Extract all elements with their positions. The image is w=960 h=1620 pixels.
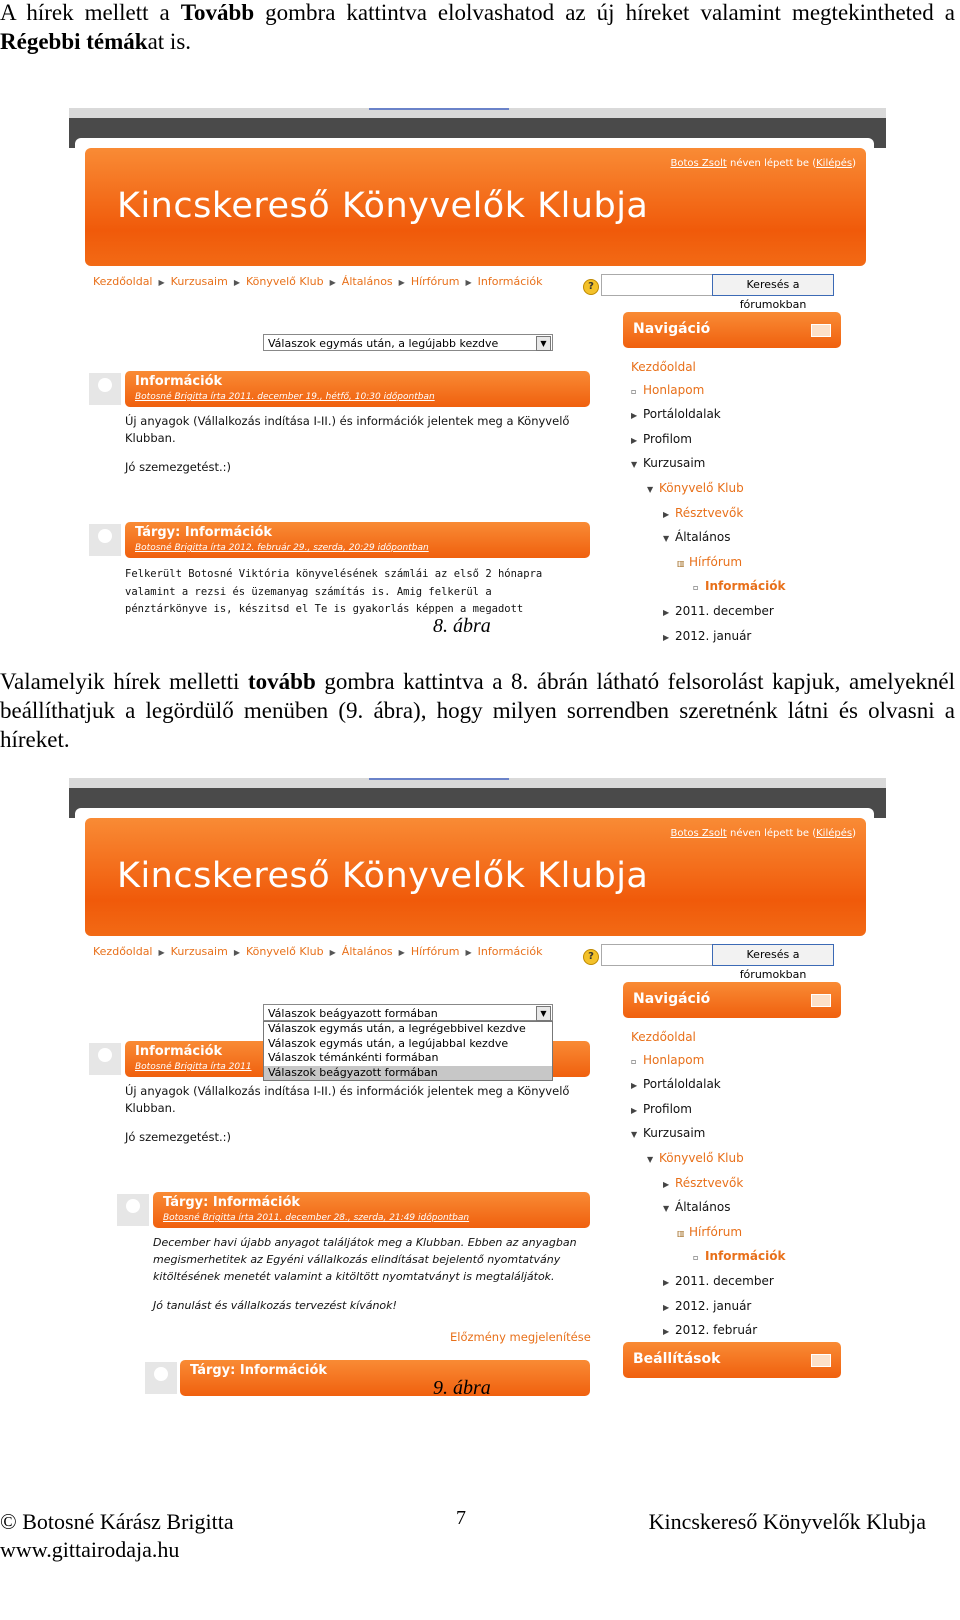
site-title: Kincskereső Könyvelők Klubja: [117, 186, 649, 226]
show-previous-link[interactable]: Előzmény megjelenítése: [450, 1330, 591, 1344]
breadcrumb-item[interactable]: Kurzusaim: [170, 275, 228, 288]
breadcrumb-item[interactable]: Általános: [341, 275, 393, 288]
page-frame: [75, 808, 874, 1408]
post-meta[interactable]: Botosné Brigitta írta 2011. december 19., hétfő, 10:30 időpontban: [135, 392, 435, 402]
login-info: Botos Zsolt néven lépett be (Kilépés): [670, 158, 856, 169]
breadcrumb-item[interactable]: Kezdőoldal: [93, 945, 153, 958]
post-body: Új anyagok (Vállalkozás indítása I-II.) és információk jelentek meg a Könyvelő Klubban. Jó szemezgetést.:): [125, 414, 570, 474]
nav-item[interactable]: ▥ Hírfórum: [631, 551, 785, 576]
nav-item[interactable]: ▶ Portáloldalak: [631, 407, 721, 422]
nav-item[interactable]: ▶ Résztvevők: [663, 1175, 744, 1190]
post-title: Információk: [135, 374, 223, 389]
help-icon[interactable]: ?: [583, 949, 599, 965]
breadcrumb-item[interactable]: Hírfórum: [410, 945, 460, 958]
intro-text-1: A hírek mellett a: [0, 0, 181, 25]
post-header: [125, 522, 590, 558]
block-toggle-icon[interactable]: [811, 324, 831, 337]
nav-item[interactable]: ▶ 2012. január: [663, 628, 752, 643]
post-body: December havi újabb anyagot találjátok meg a Klubban. Ebben az anyagban megismerhetitek az Egyéni vállalkozás elindításat bejelentő nyomtatvány kitöltésének menetét valamint a kitöltött nyomtatványt is megtaláljátok. Jó tanulást és vállalkozás tervezést kívánok!: [153, 1236, 577, 1312]
dropdown-option[interactable]: Válaszok egymás után, a legújabbal kezdve: [268, 1036, 509, 1050]
breadcrumb-item[interactable]: Kezdőoldal: [93, 275, 153, 288]
nav-item[interactable]: ▶ Résztvevők: [663, 505, 744, 520]
navigation-list: [631, 1026, 785, 1344]
chevron-down-icon[interactable]: ▼: [536, 1006, 551, 1021]
display-mode-select[interactable]: Válaszok beágyazott formában ▼: [263, 1004, 553, 1021]
dropdown-option[interactable]: Válaszok egymás után, a legrégebbivel kezdve: [268, 1022, 526, 1035]
figure-8-caption: 8. ábra: [433, 615, 491, 637]
display-mode-dropdown: [263, 1021, 553, 1081]
login-info: Botos Zsolt néven lépett be (Kilépés): [670, 828, 856, 839]
logout-link[interactable]: Kilépés: [816, 828, 853, 839]
nav-item[interactable]: ▶ 2011. december: [663, 603, 774, 618]
forum-search-input[interactable]: [601, 944, 713, 966]
site-banner: [85, 818, 866, 936]
post-title: Tárgy: Információk: [135, 525, 273, 540]
navigation-title: Navigáció: [633, 321, 711, 337]
footer-author: © Botosné Kárász Brigitta: [0, 1509, 234, 1534]
navigation-block-header: [623, 982, 841, 1018]
nav-item[interactable]: ▫ Honlapom: [631, 1052, 705, 1067]
nav-item-active[interactable]: ▫ Információk: [693, 1249, 786, 1264]
chevron-down-icon[interactable]: ▼: [536, 336, 551, 351]
logout-link[interactable]: Kilépés: [816, 158, 853, 169]
forum-icon: ▥: [677, 1228, 685, 1238]
nav-item[interactable]: ▫ Honlapom: [631, 382, 705, 397]
figure-9-screenshot: [69, 778, 886, 1378]
breadcrumb-item[interactable]: Információk: [477, 275, 543, 288]
nav-item[interactable]: ▼ Általános: [663, 1200, 731, 1215]
nav-item[interactable]: ▶ 2011. december: [663, 1273, 774, 1288]
post-header: [125, 371, 590, 407]
block-toggle-icon[interactable]: [811, 994, 831, 1007]
post-meta[interactable]: Botosné Brigitta írta 2012. február 29., szerda, 20:29 időpontban: [135, 543, 429, 553]
avatar: [89, 524, 121, 556]
forum-search-button[interactable]: Keresés a fórumokban: [712, 274, 834, 296]
nav-item[interactable]: ▶ 2012. február: [663, 1323, 758, 1338]
body-paragraph: [0, 667, 955, 754]
nav-item[interactable]: ▶ Profilom: [631, 431, 692, 446]
breadcrumb-item[interactable]: Általános: [341, 945, 393, 958]
settings-title: Beállítások: [633, 1351, 721, 1367]
post-body: Új anyagok (Vállalkozás indítása I-II.) és információk jelentek meg a Könyvelő Klubban. Jó szemezgetést.:): [125, 1084, 570, 1144]
figure-9-caption: 9. ábra: [433, 1377, 491, 1399]
intro-bold-regebbi: Régebbi témák: [0, 29, 148, 54]
post-title: Tárgy: Információk: [190, 1363, 328, 1378]
display-mode-select[interactable]: Válaszok egymás után, a legújabb kezdve ▼: [263, 334, 553, 351]
nav-item[interactable]: ▼ Általános: [663, 530, 731, 545]
forum-search-button[interactable]: Keresés a fórumokban: [712, 944, 834, 966]
breadcrumb: Kezdőoldal ▶ Kurzusaim ▶ Könyvelő Klub ▶ Általános ▶ Hírfórum ▶ Információk: [93, 275, 543, 288]
post-header: [153, 1192, 590, 1228]
breadcrumb-item[interactable]: Kurzusaim: [170, 945, 228, 958]
intro-text-3: at is.: [147, 29, 192, 54]
breadcrumb-item[interactable]: Információk: [477, 945, 543, 958]
intro-bold-tovabb: Tovább: [180, 0, 255, 25]
breadcrumb: Kezdőoldal ▶ Kurzusaim ▶ Könyvelő Klub ▶ Általános ▶ Hírfórum ▶ Információk: [93, 945, 543, 958]
intro-text-2: gombra kattintva elolvashatod az új híreket valamint megtekintheted a: [254, 0, 955, 25]
post-body: Felkerült Botosné Viktória könyvelésének számlái az első 2 hónapra valamint a rezsi és üzemanyag számítás is. Amig felkerül a pénztárkönyve is, készitsd el Te is gyakorlás képpen a megadott: [125, 568, 543, 615]
avatar: [89, 373, 121, 405]
post-title: Tárgy: Információk: [163, 1195, 301, 1210]
nav-item-active[interactable]: ▫ Információk: [693, 579, 786, 594]
nav-item-home[interactable]: Kezdőoldal: [631, 1030, 696, 1044]
forum-search-input[interactable]: [601, 274, 713, 296]
avatar: [145, 1362, 177, 1394]
help-icon[interactable]: ?: [583, 279, 599, 295]
para2-text-1: Valamelyik hírek melletti: [0, 669, 249, 694]
footer-club-name: Kincskereső Könyvelők Klubja: [648, 1509, 926, 1534]
nav-item[interactable]: ▼ Könyvelő Klub: [647, 480, 744, 495]
breadcrumb-item[interactable]: Könyvelő Klub: [245, 275, 324, 288]
post-meta[interactable]: Botosné Brigitta írta 2011. december 28., szerda, 21:49 időpontban: [163, 1213, 470, 1223]
dropdown-option[interactable]: Válaszok témánkénti formában: [268, 1051, 439, 1064]
navigation-title: Navigáció: [633, 991, 711, 1007]
intro-paragraph: [0, 0, 955, 56]
nav-item-home[interactable]: Kezdőoldal: [631, 360, 696, 374]
para2-bold-tovabb: tovább: [248, 669, 316, 694]
avatar: [89, 1043, 121, 1075]
avatar: [117, 1194, 149, 1226]
navigation-list: [631, 356, 785, 649]
post-header: [180, 1360, 590, 1396]
breadcrumb-item[interactable]: Hírfórum: [410, 275, 460, 288]
nav-item[interactable]: ▼ Kurzusaim: [631, 456, 706, 471]
footer-page-number: 7: [456, 1507, 466, 1529]
post-meta[interactable]: Botosné Brigitta írta 2011: [135, 1062, 252, 1072]
breadcrumb-item[interactable]: Könyvelő Klub: [245, 945, 324, 958]
nav-item[interactable]: ▶ 2012. január: [663, 1298, 752, 1313]
nav-item[interactable]: ▶ Portáloldalak: [631, 1077, 721, 1092]
nav-item[interactable]: ▥ Hírfórum: [631, 1221, 785, 1246]
site-banner: [85, 148, 866, 266]
post-title: Információk: [135, 1044, 223, 1059]
block-toggle-icon[interactable]: [811, 1354, 831, 1367]
nav-item[interactable]: ▼ Kurzusaim: [631, 1126, 706, 1141]
para2-text-2: gombra kattintva a 8. ábrán látható felsorolást kapjuk, amelyeknél beállíthatjuk a legördülő menüben (9. ábra), hogy milyen sorrendben szeretnénk látni és olvasni a híreket.: [0, 669, 955, 752]
nav-item[interactable]: ▶ Profilom: [631, 1101, 692, 1116]
dropdown-option-selected[interactable]: Válaszok beágyazott formában: [264, 1066, 552, 1081]
page-frame: [75, 138, 874, 738]
settings-block-header: [623, 1342, 841, 1378]
site-title: Kincskereső Könyvelők Klubja: [117, 856, 649, 896]
footer-url: www.gittairodaja.hu: [0, 1537, 180, 1562]
nav-item[interactable]: ▼ Könyvelő Klub: [647, 1150, 744, 1165]
navigation-block-header: [623, 312, 841, 348]
forum-icon: ▥: [677, 558, 685, 568]
